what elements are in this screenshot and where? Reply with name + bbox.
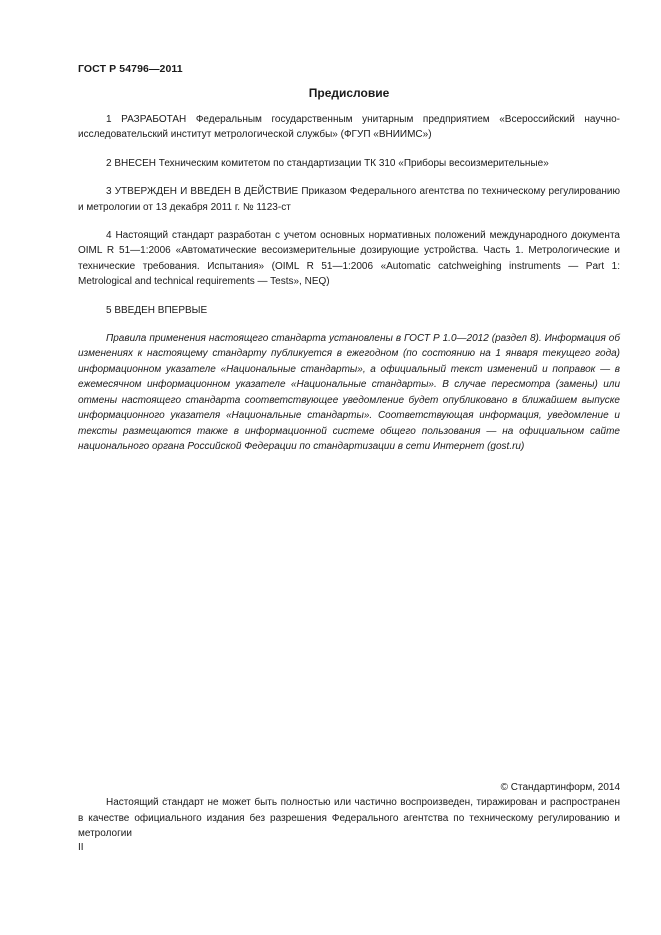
foreword-body [78,112,620,467]
reproduction-notice: Настоящий стандарт не может быть полностью или частично воспроизведен, тиражирован и распространен в качестве официального издания без разрешения Федерального агентства по техническому регулированию и метрологии [78,797,620,840]
copyright: © Стандартинформ, 2014 [500,782,620,793]
paragraph-2: 2 ВНЕСЕН Техническим комитетом по стандартизации ТК 310 «Приборы весоизмерительные» [106,157,549,169]
document-header: ГОСТ Р 54796—2011 [78,63,183,75]
section-title: Предисловие [308,86,390,100]
page-number: II [78,842,84,853]
paragraph-1: 1 РАЗРАБОТАН Федеральным государственным унитарным предприятием «Всероссийский научно-исследовательский институт метрологической службы» (ФГУП «ВНИИМС») [78,114,620,141]
paragraph-3: 3 УТВЕРЖДЕН И ВВЕДЕН В ДЕЙСТВИЕ Приказом Федерального агентства по техническому регулированию и метрологии от 13 декабря 2011 г. № 1123-ст [78,186,620,213]
paragraph-4: 4 Настоящий стандарт разработан с учетом основных нормативных положений международного документа OIML R 51—1:2006 «Автоматические весоизмерительные дозирующие устройства. Часть 1. Метрологические и технические требования. Испытания» (OIML R 51—1:2006 «Automatic catchweighing instruments — Part 1: Metrological and technical requirements — Tests», NEQ) [78,230,620,288]
footer [78,780,620,842]
application-rules-notice: Правила применения настоящего стандарта установлены в ГОСТ Р 1.0—2012 (раздел 8). Информация об изменениях к настоящему стандарту публикуется в ежегодном (по состоянию на 1 января текущего года) информационном указателе «Национальные стандарты», а официальный текст изменений и поправок — в ежемесячном информационном указателе «Национальные стандарты». В случае пересмотра (замены) или отмены настоящего стандарта соответствующее уведомление будет опубликовано в ближайшем выпуске информационного указателя «Национальные стандарты». Соответствующая информация, уведомление и тексты размещаются также в информационной системе общего пользования — на официальном сайте национального органа Российской Федерации по стандартизации в сети Интернет (gost.ru) [78,333,620,452]
paragraph-5: 5 ВВЕДЕН ВПЕРВЫЕ [106,304,208,316]
